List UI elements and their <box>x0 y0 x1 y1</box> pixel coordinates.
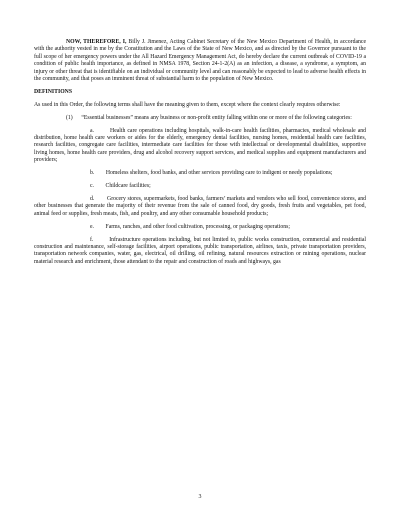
definition-subitem-a: a. Health care operations including hospitals, walk-in-care health facilities, pharmacies, medical wholesale and distribution, home health care workers or aides for the elderly, emergency dental facilities, nursing homes, residential health care facilities, research facilities, congregate care facilities, intermediate care facilities for those with intellectual or developmental disabilities, supportive living homes, home health care providers, drug and alcohol recovery support services, and medical supplies and equipment manufacturers and providers; <box>34 127 366 164</box>
page-number: 3 <box>198 494 202 500</box>
intro-body: Billy J. Jimenez, Acting Cabinet Secretary of the New Mexico Department of Health, in accordance with the authority vested in me by the Constitution and the Laws of the State of New Mexico, and as directed by the Governor pursuant to the full scope of her emergency powers under the All Hazard Emergency Management Act, do hereby declare the current outbreak of COVID-19 a condition of public health importance, as defined in NMSA 1978, Section 24-1-2(A) as an infection, a disease, a syndrome, a symptom, an injury or other threat that is identifiable on an individual or community level and can reasonably be expected to lead to adverse health effects in the community, and that poses an imminent threat of substantial harm to the population of New Mexico. <box>34 39 367 83</box>
definition-subitem-e: e. Farms, ranches, and other food cultivation, processing, or packaging operations; <box>90 223 290 230</box>
definition-subitem-c: c. Childcare facilities; <box>90 183 151 190</box>
intro-lead: NOW, THEREFORE, I, <box>66 39 127 45</box>
definitions-intro: As used in this Order, the following terms shall have the meaning given to them, except where the context clearly requires otherwise: <box>34 101 341 108</box>
definition-subitem-f: f. Infrastructure operations including, but not limited to, public works construction, commercial and residential construction and maintenance, self-storage facilities, airport operations, public transportation, airlines, taxis, private transportation providers, transportation network companies, water, gas, electrical, oil drilling, oil refining, natural resources extraction or mining operations, nuclear material research and enrichment, those attendant to the repair and construction of roads and highways, gas <box>34 236 366 265</box>
definition-subitem-b: b. Homeless shelters, food banks, and other services providing care to indigent or needy populations; <box>90 170 333 177</box>
intro-paragraph <box>34 39 366 83</box>
definition-item-1: (1) “Essential businesses” means any business or non-profit entity falling within one or more of the following categories: <box>66 114 352 121</box>
definitions-heading: DEFINITIONS <box>34 88 73 95</box>
definition-subitem-d: d. Grocery stores, supermarkets, food banks, farmers’ markets and vendors who sell food, convenience stores, and other businesses that generate the majority of their revenue from the sale of canned food, dry goods, fresh fruits and vegetables, pet food, animal feed or supplies, fresh meats, fish, and poultry, and any other consumable household products; <box>34 196 366 217</box>
